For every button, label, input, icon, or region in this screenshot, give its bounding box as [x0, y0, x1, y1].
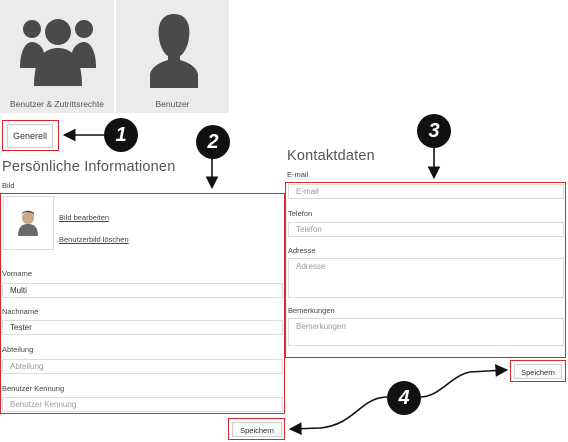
- picture-label: Bild: [2, 181, 15, 190]
- address-field[interactable]: Adresse: [288, 258, 564, 298]
- notes-field[interactable]: Bemerkungen: [288, 318, 564, 346]
- tab-general[interactable]: Generell: [7, 124, 53, 148]
- department-label: Abteilung: [2, 345, 34, 354]
- personal-info-title: Persönliche Informationen: [2, 159, 176, 175]
- email-label: E-mail: [287, 170, 309, 179]
- callout-badge-2: 2: [196, 125, 230, 159]
- lastname-field[interactable]: Tester: [2, 320, 283, 335]
- lastname-label: Nachname: [2, 307, 39, 316]
- delete-picture-link[interactable]: Benutzerbild löschen: [59, 235, 129, 244]
- edit-picture-link[interactable]: Bild bearbeiten: [59, 213, 110, 222]
- callout-badge-3: 3: [417, 114, 451, 148]
- usercode-label: Benutzer Kennung: [2, 384, 65, 393]
- personal-save-button[interactable]: Speichern: [232, 422, 282, 437]
- tile-label: Benutzer & Zutrittsrechte: [9, 99, 104, 109]
- firstname-field[interactable]: Multi: [2, 283, 283, 298]
- contact-save-button[interactable]: Speichern: [514, 364, 562, 379]
- phone-field[interactable]: Telefon: [288, 222, 564, 237]
- contact-title: Kontaktdaten: [287, 148, 375, 164]
- usercode-field[interactable]: Benutzer Kennung: [2, 397, 283, 412]
- callout-badge-4: 4: [387, 381, 421, 415]
- email-field[interactable]: E-mail: [288, 184, 564, 199]
- address-label: Adresse: [288, 246, 316, 255]
- callout-badge-1: 1: [104, 118, 138, 152]
- tile-label: Benutzer: [155, 99, 190, 109]
- department-field[interactable]: Abteilung: [2, 359, 283, 374]
- notes-label: Bemerkungen: [288, 306, 335, 315]
- firstname-label: Vorname: [2, 269, 33, 278]
- phone-label: Telefon: [288, 209, 313, 218]
